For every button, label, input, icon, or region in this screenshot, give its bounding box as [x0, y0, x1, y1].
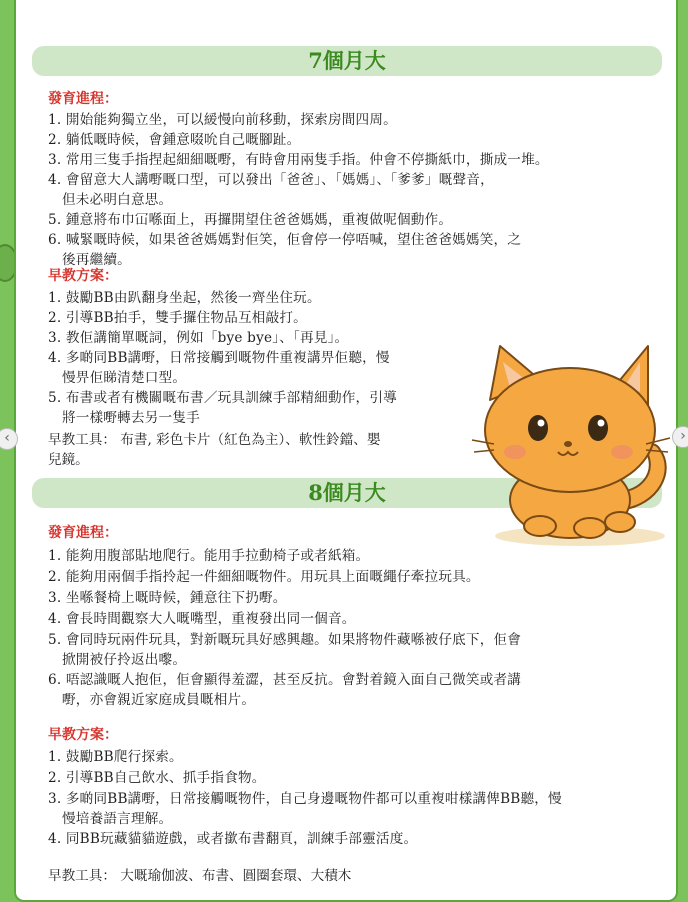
month8-edu-line: 4. 同BB玩藏貓貓遊戲，或者撳布書翻頁，訓練手部靈活度。 [48, 831, 418, 847]
month8-edu-line: 2. 引導BB自己飲水、抓手指食物。 [48, 770, 266, 786]
month8-dev-line: 2. 能夠用兩個手指拎起一件細細嘅物件。用玩具上面嘅繩仔牽拉玩具。 [48, 569, 480, 585]
month7-edu-label: 早教方案： [48, 268, 118, 284]
cat-illustration-icon [470, 340, 680, 550]
month8-title: 8個月大 [32, 478, 662, 508]
month7-tools: 早教工具： 布書, 彩色卡片（紅色為主）、軟性鈴鐺、嬰 [48, 432, 381, 448]
month8-edu-line: 慢培養語言理解。 [62, 811, 173, 827]
month7-dev-line: 1. 開始能夠獨立坐，可以緩慢向前移動，探索房間四周。 [48, 112, 397, 128]
month8-edu-line: 1. 鼓勵BB爬行探索。 [48, 749, 183, 765]
month7-edu-line: 3. 教佢講簡單嘅詞，例如「bye bye」、「再見」。 [48, 330, 349, 346]
month7-edu-line: 4. 多啲同BB講嘢，日常接觸到嘅物件重複講畀佢聽，慢 [48, 350, 390, 366]
month7-dev-line: 6. 喊緊嘅時候，如果爸爸媽媽對佢笑，佢會停一停唔喊，望住爸爸媽媽笑，之 [48, 232, 522, 248]
month8-dev-line: 4. 會長時間觀察大人嘅嘴型，重複發出同一個音。 [48, 611, 356, 627]
prev-arrow-icon[interactable]: ‹ [0, 428, 18, 450]
month7-dev-line: 4. 會留意大人講嘢嘅口型，可以發出「爸爸」、「媽媽」、「爹爹」嘅聲音， [48, 172, 494, 188]
month8-dev-line: 嘢，亦會親近家庭成員嘅相片。 [62, 692, 256, 708]
month7-edu-line: 2. 引導BB拍手，雙手攞住物品互相敲打。 [48, 310, 307, 326]
month7-tools-cont: 兒鏡。 [48, 452, 89, 468]
month7-dev-line: 2. 躺低嘅時候，會鍾意啜吮自己嘅腳趾。 [48, 132, 301, 148]
month8-tools: 早教工具： 大嘅瑜伽波、布書、圓圈套環、大積木 [48, 868, 352, 884]
month7-edu-line: 1. 鼓勵BB由趴翻身坐起，然後一齊坐住玩。 [48, 290, 321, 306]
month7-edu-line: 將一樣嘢轉去另一隻手 [62, 410, 200, 426]
next-arrow-icon[interactable]: › [672, 426, 688, 448]
month7-dev-line: 後再繼續。 [62, 252, 131, 268]
month8-edu-line: 3. 多啲同BB講嘢，日常接觸嘅物件，自己身邊嘅物件都可以重複咁樣講俾BB聽，慢 [48, 791, 562, 807]
month7-dev-line: 但未必明白意思。 [62, 192, 173, 208]
month7-dev-label: 發育進程： [48, 91, 118, 107]
month8-dev-line: 5. 會同時玩兩件玩具，對新嘅玩具好感興趣。如果將物件藏喺被仔底下，佢會 [48, 632, 522, 648]
month7-dev-line: 5. 鍾意將布巾冚喺面上，再攞開望住爸爸媽媽，重複做呢個動作。 [48, 212, 453, 228]
month7-edu-line: 5. 布書或者有機關嘅布書／玩具訓練手部精細動作，引導 [48, 390, 397, 406]
month8-edu-label: 早教方案： [48, 727, 118, 743]
month7-edu-line: 慢畀佢睇清楚口型。 [62, 370, 187, 386]
month8-dev-line: 掀開被仔拎返出嚟。 [62, 652, 187, 668]
month8-dev-line: 3. 坐喺餐椅上嘅時候，鍾意往下扔嘢。 [48, 590, 287, 606]
month8-dev-label: 發育進程： [48, 525, 118, 541]
month7-dev-line: 3. 常用三隻手指捏起細細嘅嘢，有時會用兩隻手指。仲會不停撕紙巾，撕成一堆。 [48, 152, 549, 168]
month8-dev-line: 6. 唔認識嘅人抱佢，佢會顯得羞澀，甚至反抗。會對着鏡入面自己微笑或者講 [48, 672, 522, 688]
month8-dev-line: 1. 能夠用腹部貼地爬行。能用手拉動椅子或者紙箱。 [48, 548, 370, 564]
month7-title: 7個月大 [32, 46, 662, 76]
